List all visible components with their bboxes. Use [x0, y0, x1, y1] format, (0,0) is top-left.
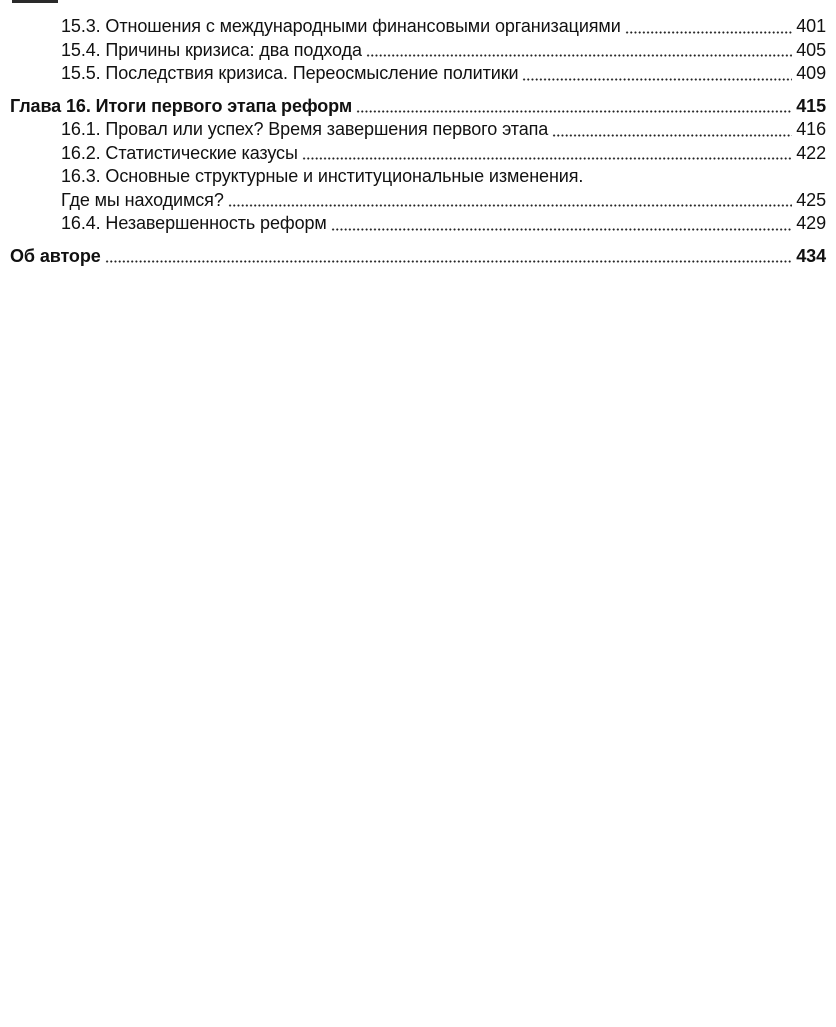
toc-entry-page: 409 [796, 63, 826, 83]
dot-leader [356, 110, 792, 113]
top-rule-fragment [12, 0, 58, 3]
toc-about-author[interactable] [10, 245, 826, 269]
toc-entry-16-2[interactable] [10, 142, 826, 166]
dot-leader [105, 260, 793, 263]
toc-entry-title: 16.4. Незавершенность реформ [61, 213, 327, 233]
dot-leader [552, 134, 792, 137]
toc-entry-15-3[interactable] [10, 15, 826, 39]
toc-entry-page: 401 [796, 16, 826, 36]
toc-entry-title: 16.1. Провал или успех? Время завершения первого этапа [61, 119, 549, 139]
toc-entry-title: 15.3. Отношения с международными финансовыми организациями [61, 16, 621, 36]
dot-leader [522, 78, 792, 81]
toc-entry-title-continued: Где мы находимся? [61, 189, 224, 210]
dot-leader [228, 204, 793, 207]
dot-leader [625, 31, 793, 34]
toc-entry-page: 429 [796, 213, 826, 233]
toc-chapter-page: 434 [796, 245, 826, 266]
dot-leader [331, 228, 793, 231]
toc-chapter-title: Глава 16. Итоги первого этапа реформ [10, 95, 353, 116]
toc-entry-16-4[interactable] [10, 212, 826, 236]
toc-entry-16-3-line1[interactable] [10, 165, 826, 189]
toc-entry-15-4[interactable] [10, 39, 826, 63]
toc-entry-title: 15.5. Последствия кризиса. Переосмысление политики [61, 63, 519, 83]
toc-entry-15-5[interactable] [10, 62, 826, 86]
toc-entry-page: 422 [796, 142, 826, 163]
toc-entry-16-1[interactable] [10, 118, 826, 142]
toc-chapter-title: Об авторе [10, 245, 101, 266]
toc-chapter-page: 415 [796, 95, 826, 116]
toc-entry-title: 16.2. Статистические казусы [61, 142, 298, 163]
toc-entry-page: 425 [796, 189, 826, 210]
dot-leader [302, 157, 792, 160]
toc-chapter-16[interactable] [10, 95, 826, 119]
dot-leader [366, 54, 792, 57]
toc-entry-title: 16.3. Основные структурные и институциональные изменения. [61, 166, 584, 186]
table-of-contents [10, 15, 826, 268]
toc-entry-page: 416 [796, 119, 826, 139]
toc-entry-title: 15.4. Причины кризиса: два подхода [61, 39, 362, 60]
toc-entry-page: 405 [796, 39, 826, 60]
toc-entry-16-3-line2[interactable] [10, 189, 826, 213]
